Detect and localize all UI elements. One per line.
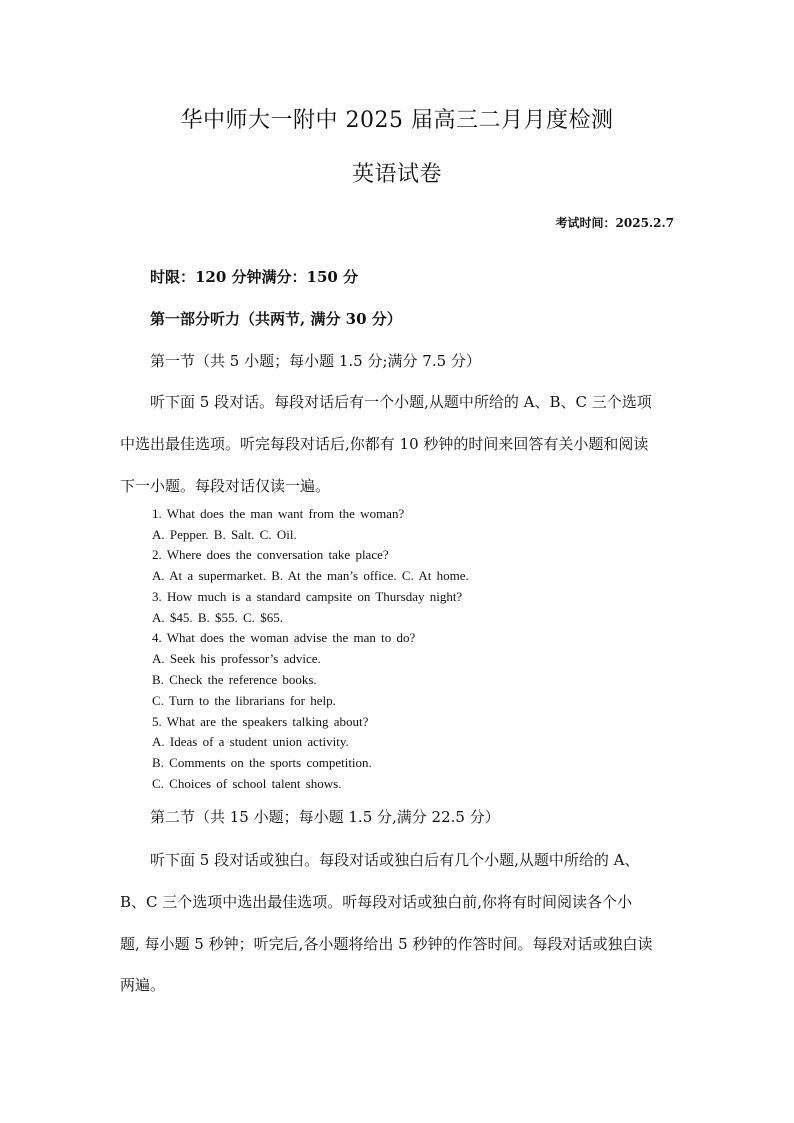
section2-instruction-line: 听下面 5 段对话或独白。每段对话或独白后有几个小题,从题中所给的 A、: [150, 851, 640, 869]
exam-time: 考试时间：2025.2.7: [555, 216, 674, 230]
section2-instruction-line: 两遍。: [120, 976, 166, 994]
question-line: 3. How much is a standard campsite on Thursday night?: [152, 589, 463, 604]
option-line: A. Pepper. B. Salt. C. Oil.: [152, 527, 297, 542]
option-line: B. Check the reference books.: [152, 672, 317, 687]
section1-instruction-line: 听下面 5 段对话。每段对话后有一个小题,从题中所给的 A、B、C 三个选项: [150, 393, 652, 411]
section1-instruction-line: 下一小题。每段对话仅读一遍。: [120, 477, 331, 495]
time-limit-line: 时限：120 分钟满分：150 分: [150, 268, 359, 286]
part1-heading: 第一部分听力（共两节, 满分 30 分）: [150, 310, 402, 328]
option-line: A. $45. B. $55. C. $65.: [152, 610, 283, 625]
exam-title: 华中师大一附中 2025 届高三二月月度检测: [180, 108, 614, 133]
section2-instruction-line: 题, 每小题 5 秒钟；听完后,各小题将给出 5 秒钟的作答时间。每段对话或独白读: [120, 935, 653, 953]
section2-instruction-line: B、C 三个选项中选出最佳选项。听每段对话或独白前,你将有时间阅读各个小: [120, 893, 633, 911]
question-line: 1. What does the man want from the woman?: [152, 506, 405, 521]
question-line: 5. What are the speakers talking about?: [152, 714, 369, 729]
question-line: 2. Where does the conversation take place?: [152, 547, 389, 562]
section2-heading: 第二节（共 15 小题；每小题 1.5 分,满分 22.5 分）: [150, 808, 500, 826]
option-line: A. Ideas of a student union activity.: [152, 734, 349, 749]
option-line: B. Comments on the sports competition.: [152, 755, 372, 770]
exam-subtitle: 英语试卷: [351, 162, 442, 187]
option-line: C. Turn to the librarians for help.: [152, 693, 336, 708]
section1-heading: 第一节（共 5 小题；每小题 1.5 分;满分 7.5 分）: [150, 352, 481, 370]
question-line: 4. What does the woman advise the man to do?: [152, 630, 416, 645]
option-line: A. At a supermarket. B. At the man’s office. C. At home.: [152, 568, 469, 583]
option-line: A. Seek his professor’s advice.: [152, 651, 321, 666]
option-line: C. Choices of school talent shows.: [152, 776, 342, 791]
section1-instruction-line: 中选出最佳选项。听完每段对话后,你都有 10 秒钟的时间来回答有关小题和阅读: [120, 435, 649, 453]
